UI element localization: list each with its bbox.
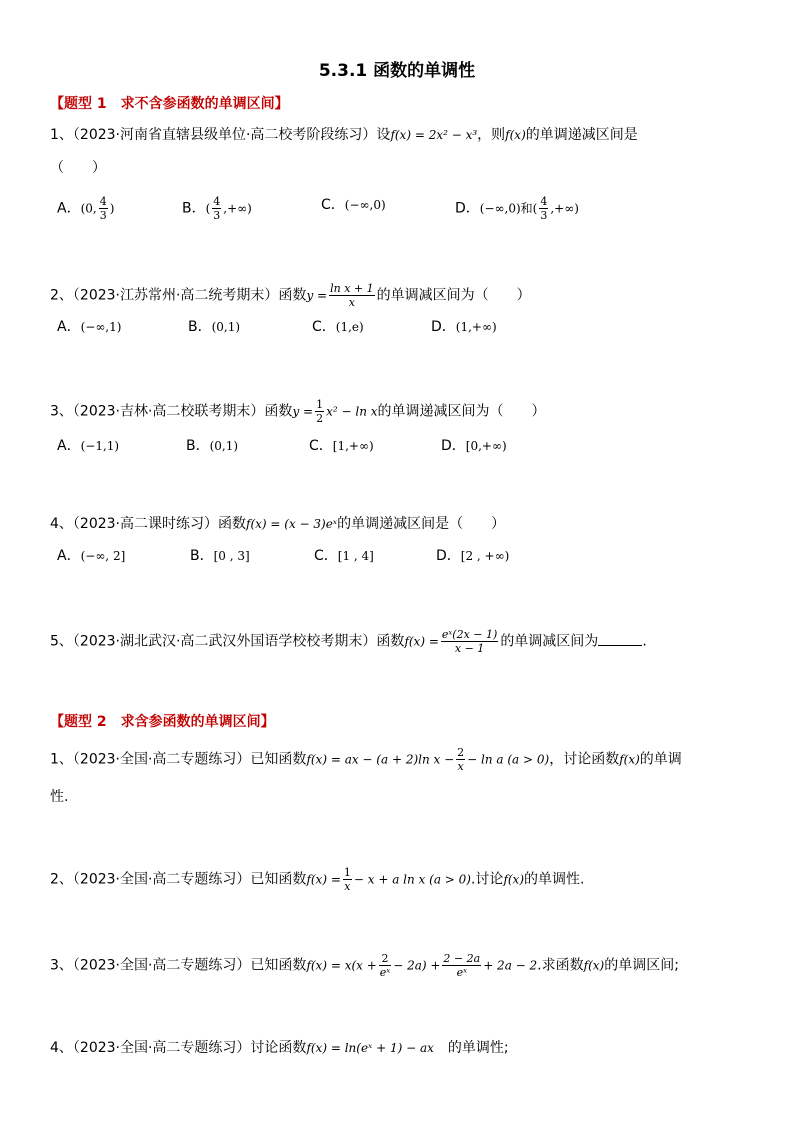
q4-option-b[interactable] [190,546,250,566]
question-4-prefix: 4、（2023·高二课时练习）函数 [50,516,246,532]
frac-den: x − 1 [441,641,498,655]
q2-option-a-val: (−∞,1) [80,320,122,334]
question-5-prefix: 5、（2023·湖北武汉·高二武汉外国语学校校考期末）函数 [50,633,405,650]
frac-num: 2 [381,952,389,965]
question-3-lhs: y = [292,404,314,419]
q1-option-c[interactable] [321,195,386,215]
frac-den: x [344,880,351,893]
question-5 [50,628,647,655]
q2-option-d[interactable] [431,317,497,337]
question-2 [50,282,531,309]
problem-2-frac [343,866,352,893]
problem-3-formula-b: − 2a) + [393,958,441,973]
question-2-prefix: 2、（2023·江苏常州·高二统考期末）函数 [50,287,307,304]
problem-1-mid: ，讨论函数 [549,751,620,768]
frac-den: x [329,295,375,309]
problem-1-frac [456,746,465,773]
question-3 [50,398,546,425]
problem-3 [50,952,679,979]
q2-option-b[interactable] [188,317,240,337]
q4-option-c[interactable] [314,546,374,566]
problem-4-suffix: 的单调性; [447,1040,509,1056]
problem-4-prefix: 4、（2023·全国·高二专题练习）讨论函数 [50,1040,307,1056]
frac-num: ln x + 1 [330,282,374,295]
q2-option-c[interactable] [312,317,364,337]
problem-2-prefix: 2、（2023·全国·高二专题练习）已知函数 [50,871,307,888]
q4-option-b-val: [0 , 3] [213,549,250,563]
q4-option-c-letter: C． [314,548,338,564]
question-2-suffix: 的单调减区间为（ ） [376,287,531,304]
problem-2-formula-b: − x + a ln x (a > 0) [353,872,471,887]
q3-option-d-val: [0,+∞) [465,439,507,453]
q4-option-d-letter: D． [436,548,461,564]
question-3-prefix: 3、（2023·吉林·高二校联考期末）函数 [50,403,293,420]
q3-option-c-val: [1,+∞) [332,439,374,453]
frac-num: 2 − 2a [443,952,481,965]
frac-den: x [457,760,464,773]
q4-option-d-val: [2 , +∞) [460,549,510,563]
frac-num: 1 [316,398,324,411]
frac-den: eˣ [442,965,481,979]
q1-option-b[interactable] [182,195,252,222]
problem-1-line2: 性. [50,789,69,805]
frac-den: 2 [316,412,324,425]
problem-4-formula: f(x) = ln(eˣ + 1) − ax [306,1041,434,1055]
problem-3-mid: .求函数 [537,957,584,974]
q3-option-a[interactable] [57,436,119,456]
frac-num: eˣ(2x − 1) [441,628,498,641]
problem-3-frac-1 [379,952,391,979]
q3-option-a-letter: A． [57,438,81,454]
question-3-rest: x² − ln x [326,404,378,419]
problem-3-suffix: 的单调区间; [604,957,679,974]
frac-num: 4 [540,195,548,208]
question-1-prefix: 1、（2023·河南省直辖县级单位·高二校考阶段练习）设 [50,127,391,143]
q3-option-c-letter: C． [309,438,333,454]
problem-3-frac-2 [442,952,481,979]
problem-3-formula-a: f(x) = x(x + [306,958,377,973]
q1-option-d-frac [539,195,548,222]
q1-option-d-val-b: ,+∞) [550,201,579,216]
question-2-lhs: y = [306,288,328,303]
q3-option-d-letter: D． [441,438,466,454]
frac-num: 4 [213,195,221,208]
problem-2-mid: .讨论 [470,871,504,888]
q1-option-d-val-a: (−∞,0)和( [479,201,538,216]
problem-2 [50,866,584,893]
frac-den: 3 [99,209,107,222]
problem-2-suffix: 的单调性. [524,871,585,888]
frac-den: 3 [213,209,221,222]
question-1-mid: ，则 [477,127,506,143]
q2-option-d-val: (1,+∞) [455,320,497,334]
q2-option-b-letter: B． [188,319,212,335]
problem-1-fx: f(x) [619,752,640,767]
question-5-end: . [642,633,647,650]
q3-option-c[interactable] [309,436,374,456]
problem-2-lhs: f(x) = [306,872,341,887]
problem-3-formula-c: + 2a − 2 [483,958,538,973]
question-1 [50,125,638,145]
q2-option-a[interactable] [57,317,121,337]
q1-option-d[interactable] [455,195,579,222]
q1-option-a-letter: A． [57,200,81,217]
problem-4 [50,1038,509,1058]
question-2-frac [329,282,375,309]
question-5-frac [441,628,498,655]
q4-option-d[interactable] [436,546,509,566]
q3-option-d[interactable] [441,436,507,456]
frac-den: 3 [540,209,548,222]
q1-option-c-val: (−∞,0) [344,198,386,212]
q2-option-c-letter: C． [312,319,336,335]
problem-3-fx: f(x) [583,958,605,973]
question-3-frac [315,398,324,425]
question-4-suffix: 的单调递减区间是（ ） [337,516,506,532]
q1-option-a[interactable] [57,195,114,222]
question-5-lhs: f(x) = [404,634,439,649]
q4-option-a-letter: A． [57,548,81,564]
problem-3-prefix: 3、（2023·全国·高二专题练习）已知函数 [50,957,307,974]
frac-num: 2 [457,746,465,759]
q2-option-b-val: (0,1) [211,320,241,334]
q1-option-c-letter: C． [321,197,345,213]
section-header-type1: 【题型 1 求不含参函数的单调区间】 [50,96,289,112]
question-4-formula: f(x) = (x − 3)eˣ [246,517,338,531]
question-1-fx: f(x) [505,128,526,142]
q4-option-b-letter: B． [190,548,214,564]
section-header-type2: 【题型 2 求含参函数的单调区间】 [50,714,275,730]
question-4 [50,514,505,534]
answer-blank[interactable] [598,631,642,646]
question-1-suffix: 的单调递减区间是 [525,127,638,143]
frac-num: 4 [99,195,107,208]
page-title: 5.3.1 函数的单调性 [318,61,476,81]
q3-option-b-letter: B． [186,438,210,454]
frac-num: 1 [343,866,351,879]
q1-option-a-frac [99,195,108,222]
q1-option-b-letter: B． [182,200,206,217]
q2-option-c-val: (1,e) [335,320,364,334]
q4-option-c-val: [1 , 4] [337,549,374,563]
question-3-suffix: 的单调递减区间为（ ） [377,403,546,420]
problem-1-prefix: 1、（2023·全国·高二专题练习）已知函数 [50,751,307,768]
q3-option-a-val: (−1,1) [80,439,120,453]
q1-option-a-val-a: (0, [80,201,97,216]
q2-option-a-letter: A． [57,319,81,335]
q1-option-b-val-b: ,+∞) [223,201,252,216]
q3-option-b[interactable] [186,436,238,456]
problem-1-formula-a: f(x) = ax − (a + 2)ln x − [306,752,455,767]
q4-option-a-val: (−∞, 2] [80,549,126,563]
problem-1 [50,746,682,773]
question-1-paren: （ ） [50,160,106,176]
problem-2-fx: f(x) [503,872,525,887]
q1-option-d-letter: D． [455,200,480,217]
q3-option-b-val: (0,1) [209,439,239,453]
question-1-formula: f(x) = 2x² − x³ [390,128,478,142]
problem-1-suffix: 的单调 [639,751,682,768]
q2-option-d-letter: D． [431,319,456,335]
q1-option-b-val-a: ( [205,201,211,216]
frac-den: eˣ [379,966,391,979]
q4-option-a[interactable] [57,546,125,566]
q1-option-b-frac [212,195,221,222]
q1-option-a-val-b: ) [109,201,115,216]
question-5-suffix: 的单调减区间为 [500,633,599,650]
problem-1-formula-b: − ln a (a > 0) [467,752,550,767]
